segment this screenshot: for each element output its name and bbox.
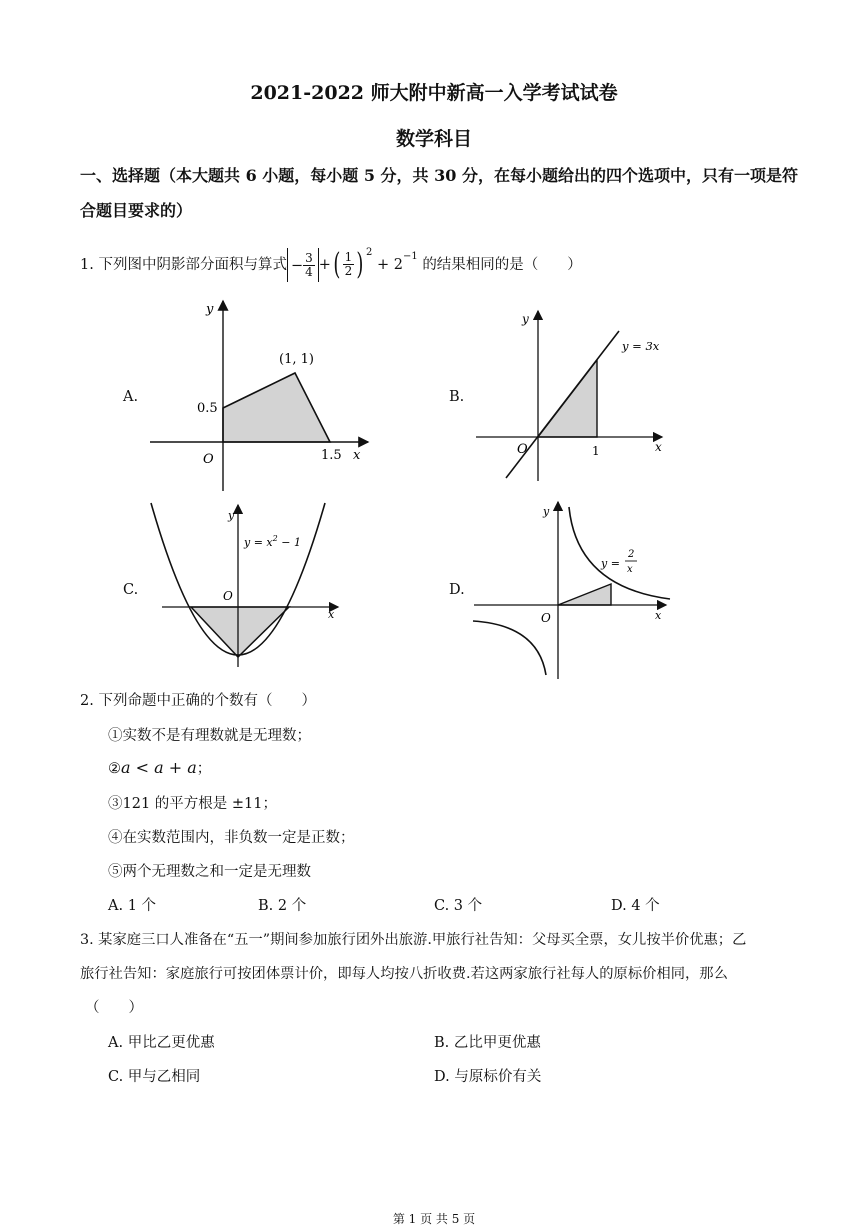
curve-label-num: 2 bbox=[628, 549, 635, 560]
x-axis-label: x bbox=[328, 608, 335, 621]
question-3-line-2: 旅行社告知：家庭旅行可按团体票计价，即每人均按八折收费.若这两家旅行社每人的原标价相同，那么 bbox=[80, 966, 728, 982]
option-d-label: D. bbox=[449, 582, 465, 598]
q3-option-a: A. 甲比乙更优惠 bbox=[108, 1035, 215, 1051]
question-2-stem: 2. 下列命题中正确的个数有（ ） bbox=[80, 693, 316, 709]
point-label: (1, 1) bbox=[279, 352, 314, 367]
frac1-den: 4 bbox=[305, 265, 313, 280]
graph-b bbox=[470, 305, 670, 485]
minus-sign: − bbox=[290, 257, 304, 274]
frac1-num: 3 bbox=[305, 251, 313, 266]
abs-value bbox=[287, 248, 319, 282]
x-axis-label: x bbox=[353, 448, 361, 463]
frac2-num: 1 bbox=[344, 250, 353, 265]
curve-label-lhs: y = bbox=[601, 557, 620, 570]
x-axis-label: x bbox=[655, 609, 662, 622]
left-paren: ( bbox=[333, 246, 341, 282]
y-axis-label: y bbox=[228, 509, 235, 522]
q2-option-b: B. 2 个 bbox=[258, 898, 307, 914]
q1-prefix: 1. 下列图中阴影部分面积与算式 bbox=[80, 256, 287, 273]
origin-label: O bbox=[203, 452, 214, 467]
shaded-triangle bbox=[558, 584, 611, 605]
question-1-stem bbox=[80, 243, 582, 283]
x-mark-label: 1 bbox=[592, 444, 600, 458]
q2-item-2-math: a < a + a bbox=[121, 758, 197, 777]
q2-option-d: D. 4 个 bbox=[611, 898, 660, 914]
q1-suffix: 的结果相同的是（ ） bbox=[422, 256, 582, 273]
q2-item-5: ⑤两个无理数之和一定是无理数 bbox=[108, 864, 311, 880]
q2-option-c: C. 3 个 bbox=[434, 898, 483, 914]
q2-item-1: ①实数不是有理数就是无理数； bbox=[108, 728, 311, 744]
shaded-triangle bbox=[191, 607, 289, 657]
y-axis-label: y bbox=[543, 505, 550, 518]
q2-item-4: ④在实数范围内，非负数一定是正数； bbox=[108, 830, 355, 846]
option-c-label: C. bbox=[123, 582, 139, 598]
y-axis-label: y bbox=[522, 312, 529, 326]
shaded-quadrilateral bbox=[223, 373, 330, 442]
plus-two: + 2 bbox=[376, 256, 403, 273]
q2-item-2-end: ； bbox=[196, 761, 212, 777]
q2-item-3: ③121 的平方根是 ±11； bbox=[108, 796, 277, 812]
graph-d bbox=[470, 497, 675, 682]
hyperbola-left-branch bbox=[473, 621, 546, 675]
curve-label-den: x bbox=[627, 564, 633, 575]
section-heading: 一、选择题（本大题共 6 小题，每小题 5 分，共 30 分，在每小题给出的四个选项中，只有一项是符合题目要求的） bbox=[80, 166, 798, 220]
frac2-den: 2 bbox=[344, 264, 353, 279]
q2-item-2 bbox=[108, 757, 211, 778]
exam-title: 2021-2022 师大附中新高一入学考试试卷 bbox=[250, 82, 618, 104]
subject-title: 数学科目 bbox=[395, 128, 472, 150]
q2-option-a: A. 1 个 bbox=[108, 898, 157, 914]
fraction-1-2 bbox=[343, 251, 355, 278]
q3-option-c: C. 甲与乙相同 bbox=[108, 1069, 201, 1085]
page-footer: 第 1 页 共 5 页 bbox=[392, 1212, 476, 1226]
power-neg1: −1 bbox=[402, 251, 418, 262]
q3-option-b: B. 乙比甲更优惠 bbox=[434, 1035, 541, 1051]
y-axis-label: y bbox=[206, 302, 214, 317]
power-2: 2 bbox=[365, 247, 373, 258]
curve-label: $y = x^2 - 1$ bbox=[244, 534, 301, 549]
graph-a bbox=[140, 295, 380, 495]
curve-label: y = 3x bbox=[622, 339, 660, 353]
origin-label: O bbox=[541, 611, 551, 625]
origin-label: O bbox=[223, 589, 233, 603]
x-mark-label: 1.5 bbox=[321, 448, 342, 463]
graph-c bbox=[148, 497, 348, 677]
option-a-label: A. bbox=[123, 389, 139, 405]
origin-label: O bbox=[517, 442, 528, 457]
right-paren: ) bbox=[356, 246, 364, 282]
q3-option-d: D. 与原标价有关 bbox=[434, 1069, 542, 1085]
plus-sign: + bbox=[318, 256, 331, 273]
x-axis-label: x bbox=[655, 440, 662, 454]
option-b-label: B. bbox=[449, 389, 465, 405]
fraction-3-4 bbox=[303, 252, 315, 279]
q2-item-2-marker: ② bbox=[108, 761, 121, 777]
question-3-line-3: （ ） bbox=[85, 1000, 143, 1016]
hyperbola-right-branch bbox=[569, 507, 670, 599]
question-3-line-1: 3. 某家庭三口人准备在“五一”期间参加旅行团外出旅游.甲旅行社告知：父母买全票，女儿按半价优惠；乙 bbox=[80, 932, 747, 948]
y-mark-label: 0.5 bbox=[197, 401, 218, 416]
